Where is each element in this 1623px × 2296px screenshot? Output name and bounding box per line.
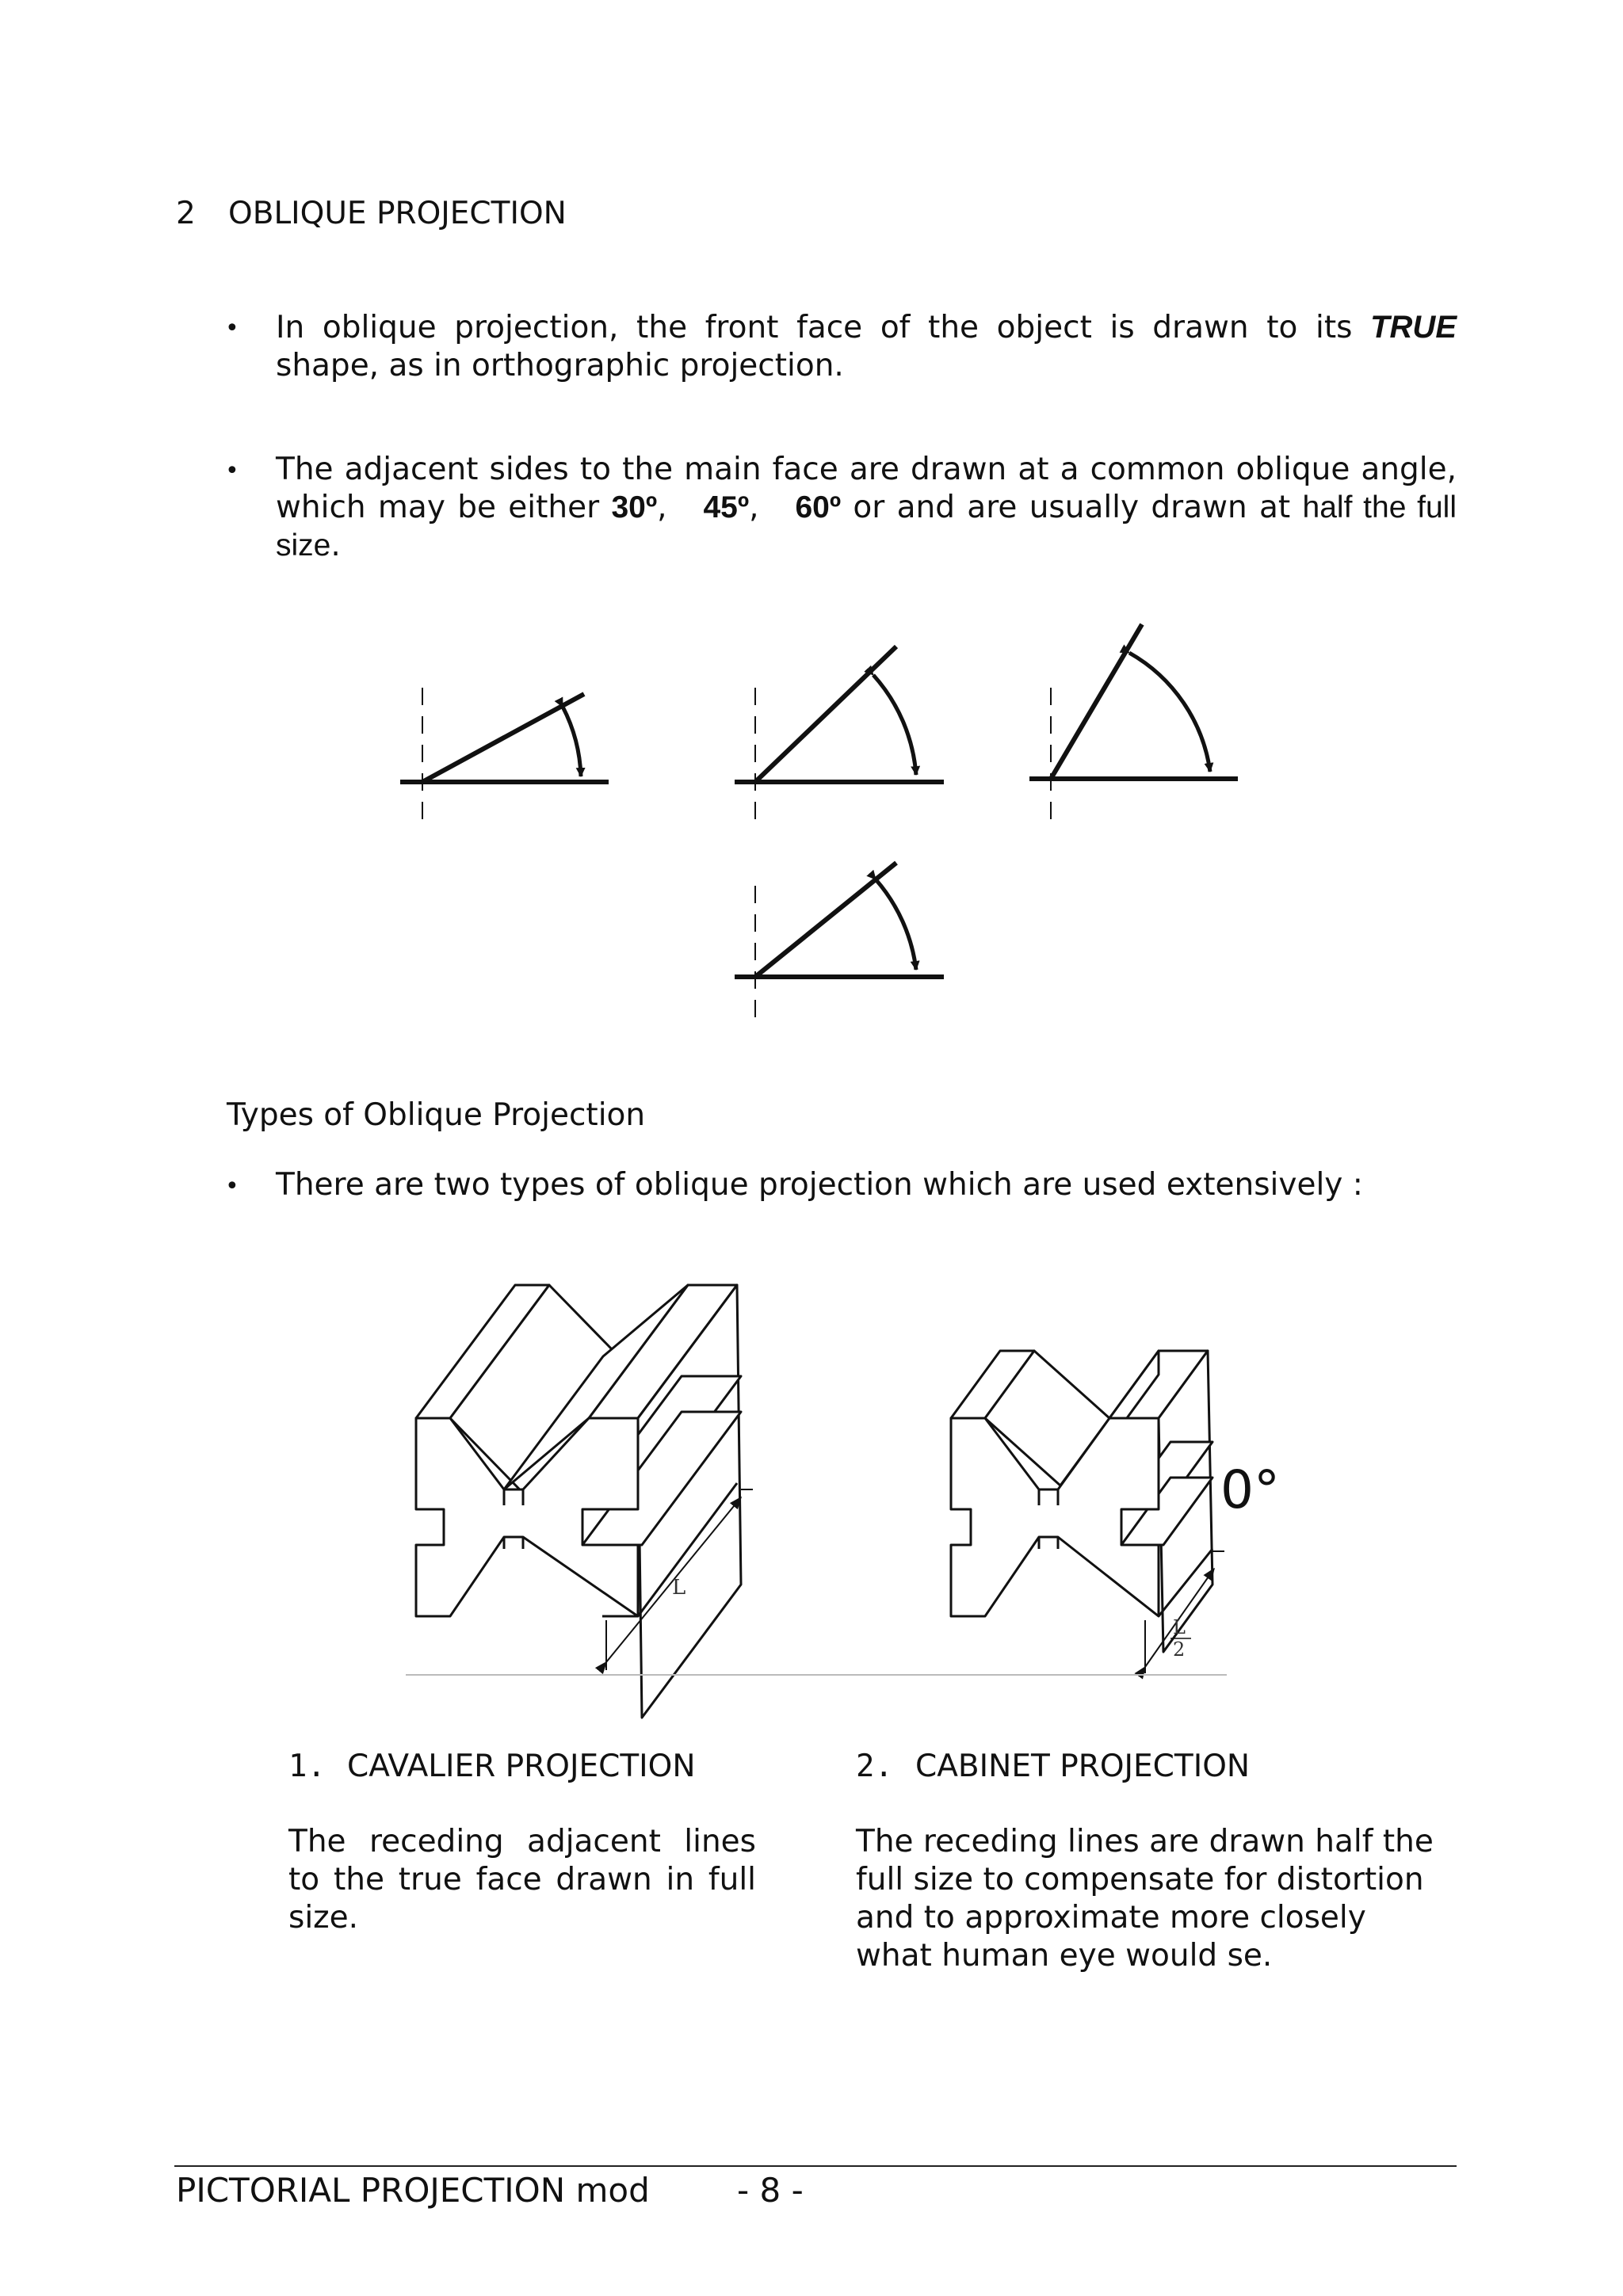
stray-angle-label: 0° xyxy=(1220,1459,1280,1520)
text-run: , xyxy=(657,490,704,525)
angle-45: 45º xyxy=(703,490,750,524)
angle-60: 60º xyxy=(795,490,842,524)
figure-baseline-rule xyxy=(406,1674,1227,1676)
text-run: In oblique projection, the front face of the object is drawn to its xyxy=(276,310,1371,345)
type-1-description: The receding adjacent lines to the true face drawn in full size. xyxy=(288,1824,756,1936)
cabinet-v-block xyxy=(951,1351,1212,1652)
text-run: , xyxy=(749,490,796,525)
type-1-title: CAVALIER PROJECTION xyxy=(347,1749,696,1784)
cabinet-length-numerator: L xyxy=(1173,1616,1186,1638)
types-heading: Types of Oblique Projection xyxy=(227,1097,646,1133)
section-number: 2 xyxy=(176,196,196,231)
bullet-marker: • xyxy=(225,1173,239,1200)
footer-rule xyxy=(174,2165,1457,2167)
true-emphasis: TRUE xyxy=(1370,310,1457,345)
half-size-emphasis: half the full size xyxy=(276,490,1457,563)
cavalier-v-block xyxy=(416,1285,741,1718)
text-run: The adjacent sides to the main face are drawn at a common oblique angle, which may be either xyxy=(276,452,1457,525)
section-title: OBLIQUE PROJECTION xyxy=(228,196,567,231)
bullet-marker: • xyxy=(225,315,239,342)
text-run: shape, as in orthographic projection. xyxy=(276,348,844,383)
type-2-description: The receding lines are drawn half the full size to compensate for distortion and to approximate more closely what human eye would se. xyxy=(856,1824,1434,1974)
bullet-marker: • xyxy=(225,457,239,485)
cabinet-length-denominator: 2 xyxy=(1173,1638,1186,1661)
type-2-title: CABINET PROJECTION xyxy=(915,1749,1251,1784)
text-run: or and are usually drawn at xyxy=(841,490,1303,525)
type-2-number: 2. xyxy=(856,1749,893,1784)
bullet-text-two-types: There are two types of oblique projection which are used extensively : xyxy=(276,1167,1363,1203)
cavalier-length-label: L xyxy=(672,1576,686,1600)
type-1-number: 1. xyxy=(288,1749,326,1784)
page-number: - 8 - xyxy=(737,2171,804,2210)
text-run: . xyxy=(330,528,341,563)
footer-title: PICTORIAL PROJECTION mod xyxy=(176,2171,650,2210)
angle-30: 30º xyxy=(611,490,658,524)
